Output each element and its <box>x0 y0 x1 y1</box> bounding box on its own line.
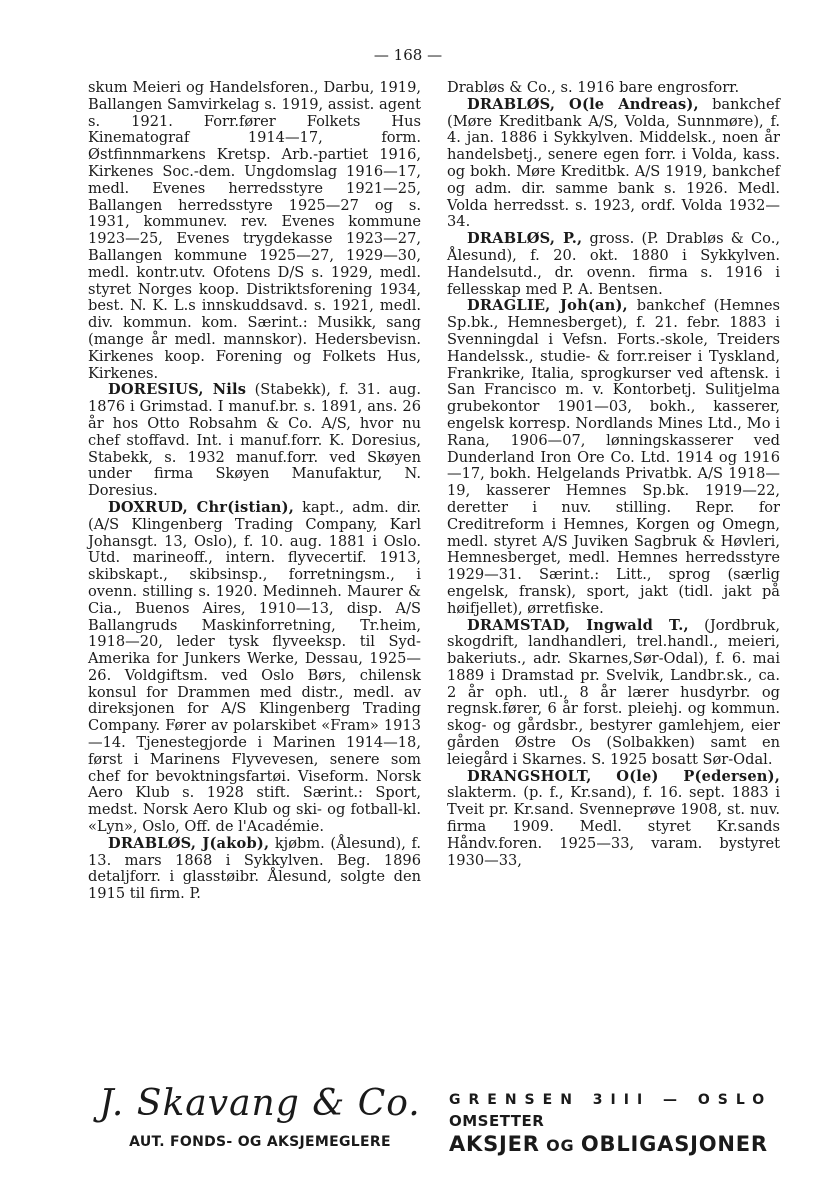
ad-og: OG <box>539 1136 581 1155</box>
entry-text: kjøbm. (Ålesund), f. 13. mars 1868 i Sykkylven. Beg. 1896 detaljforr. i glasstøibr. Ålesund, solgte den 1915 til firm. P. <box>88 834 421 903</box>
ad-omsetter: OMSETTER <box>449 1112 545 1130</box>
entry-name: DRABLØS, J(akob), <box>108 834 270 852</box>
directory-entry <box>447 298 780 617</box>
entry-text: Drabløs & Co., s. 1916 bare engrosforr. <box>447 79 740 96</box>
entry-name: DORESIUS, Nils <box>108 381 247 399</box>
directory-entry <box>88 80 421 382</box>
directory-entry <box>88 836 421 903</box>
ad-aksjer-obligasjoner <box>449 1132 779 1156</box>
directory-entry <box>88 500 421 836</box>
directory-entry <box>447 231 780 298</box>
entry-text: bankchef (Hemnes Sp.bk., Hemnesberget), f. 21. febr. 1883 i Svenningdal i Vefsn. Forts.-skole, Treiders Handelssk., studie- & forr.reiser i Tyskland, Frankrike, Italia, sprogkurser ved aftensk. i San Francisco m. v. Kontorbetj. Sulitjelma grubekontor 1901—03, bokh., kasserer, engelsk korresp. Nordlands Mines Ltd., Mo i Rana, 1906—07, lønningskasserer ved Dunderland Iron Ore Co. Ltd. 1914 og 1916—17, bokh. Helgelands Privatbk. A/S 1918—19, kasserer Hemnes Sp.bk. 1919—22, deretter i nuv. stilling. Repr. for Creditreform i Hemnes, Korgen og Omegn, medl. styret A/S Juviken Sagbruk & Høvleri, Hemnesberget, medl. Hemnes herredsstyre 1929—31. Særint.: Litt., sprog (særlig engelsk, fransk), sport, jakt (tidl. jakt på høifjellet), ørretfiske. <box>447 297 780 617</box>
directory-entry <box>447 769 780 870</box>
entry-text: skum Meieri og Handelsforen., Darbu, 1919, Ballangen Samvirkelag s. 1919, assist. agent s. 1921. Forr.fører Folkets Hus Kinematograf 1914—17, form. Østfinnmarkens Kretsp. Arb.-partiet 1916, Kirkenes Soc.-dem. Ungdomslag 1916—17, medl. Evenes herredsstyre 1921—25, Ballangen herredsstyre 1925—27 og s. 1931, kommunev. rev. Evenes kommune 1923—25, Evenes trygdekasse 1923—27, Ballangen kommune 1925—27, 1929—30, medl. kontr.utv. Ofotens D/S s. 1929, medl. styret Norges koop. Distriktsforening 1934, best. N. K. L.s innskuddsavd. s. 1921, medl. div. kommun. kom. Særint.: Musikk, sang (mange år medl. mannskor). Hedersbevisn. Kirkenes koop. Forening og Folkets Hus, Kirkenes. <box>88 79 421 382</box>
entry-name: DRAGLIE, Joh(an), <box>467 297 628 315</box>
ad-address: GRENSEN 3III — OSLO <box>449 1092 773 1108</box>
entry-text: kapt., adm. dir. (A/S Klingenberg Trading Company, Karl Johansgt. 13, Oslo), f. 10. aug. 1881 i Oslo. Utd. marineoff., intern. flyvecertif. 1913, skibskapt., skibsinsp., forretningsm., i ovenn. stilling s. 1920. Medinneh. Maurer & Cia., Buenos Aires, 1910—13, disp. A/S Ballangruds Maskinforretning, Tr.heim, 1918—20, leder tysk flyveeksp. til Syd-Amerika for Junkers Werke, Dessau, 1925—26. Voldgiftsm. ved Oslo Børs, chilensk konsul for Drammen med distr., medl. av direksjonen for A/S Klingenberg Trading Company. Fører av polarskibet «Fram» 1913—14. Tjenestegjorde i Marinen 1914—18, først i Marinens Flyvevesen, senere som chef for bevoktningsfartøi. Viseform. Norsk Aero Klub s. 1928 stift. Særint.: Sport, medst. Norsk Aero Klub og ski- og fotball-kl. «Lyn», Oslo, Off. de l'Académie. <box>88 498 421 836</box>
entry-name: DRANGSHOLT, O(le) P(edersen), <box>467 767 780 785</box>
advertisement-grensen <box>449 1092 779 1156</box>
entry-name: DRABLØS, O(le Andreas), <box>467 95 699 113</box>
entry-text: (Stabekk), f. 31. aug. 1876 i Grimstad. I manuf.br. s. 1891, ans. 26 år hos Otto Robsahm & Co. A/S, hvor nu chef stoffavd. Int. i manuf.forr. K. Doresius, Stabekk, s. 1932 manuf.forr. ved Skøyen under firma Skøyen Manufaktur, N. Doresius. <box>88 381 422 500</box>
entry-text: bankchef (Møre Kreditbank A/S, Volda, Sunnmøre), f. 4. jan. 1886 i Sykkylven. Middelsk., noen år handelsbetj., senere egen forr. i Volda, kass. og bokh. Møre Kreditbk. A/S 1919, bankchef og adm. dir. samme bank s. 1926. Medl. Volda herredsst. s. 1923, ordf. Volda 1932—34. <box>447 95 780 231</box>
entry-name: DRAMSTAD, Ingwald T., <box>467 616 689 634</box>
entry-text: (Jordbruk, skogdrift, landhandleri, trel.handl., meieri, bakeriuts., adr. Skarnes,Sør-Odal), f. 6. mai 1889 i Dramstad pr. Svelvik, Landbr.sk., ca. 2 år oph. utl., 8 år lærer husdyrbr. og regnsk.fører, 6 år forst. pleiehj. og kommun. skog- og gårdsbr., bestyrer gamlehjem, eier gården Østre Os (Solbakken) samt en leiegård i Skarnes. S. 1925 bosatt Sør-Odal. <box>447 616 780 768</box>
directory-entry <box>88 382 421 500</box>
left-column <box>88 80 421 903</box>
directory-entry <box>447 97 780 231</box>
advertisement-skavang <box>80 1080 440 1150</box>
page-number: — 168 — <box>373 46 443 64</box>
entry-name: DOXRUD, Chr(istian), <box>108 498 294 516</box>
directory-entry <box>447 618 780 769</box>
right-column <box>447 80 780 869</box>
directory-entry <box>447 80 780 97</box>
ad-obligasjoner: OBLIGASJONER <box>580 1132 768 1156</box>
entry-text: gross. (P. Drabløs & Co., Ålesund), f. 20. okt. 1880 i Sykkylven. Handelsutd., dr. ovenn. firma s. 1916 i fellesskap med P. A. Bentsen. <box>447 230 780 298</box>
entry-name: DRABLØS, P., <box>467 230 583 248</box>
skavang-logo: J. Skavang & Co. <box>99 1083 421 1124</box>
ad-aksjer: AKSJER <box>449 1132 540 1156</box>
skavang-tagline: AUT. FONDS- OG AKSJEMEGLERE <box>129 1134 391 1150</box>
entry-text: slakterm. (p. f., Kr.sand), f. 16. sept. 1883 i Tveit pr. Kr.sand. Svenneprøve 1908, st. nuv. firma 1909. Medl. styret Kr.sands Håndv.foren. 1925—33, varam. bystyret 1930—33, <box>447 784 780 869</box>
